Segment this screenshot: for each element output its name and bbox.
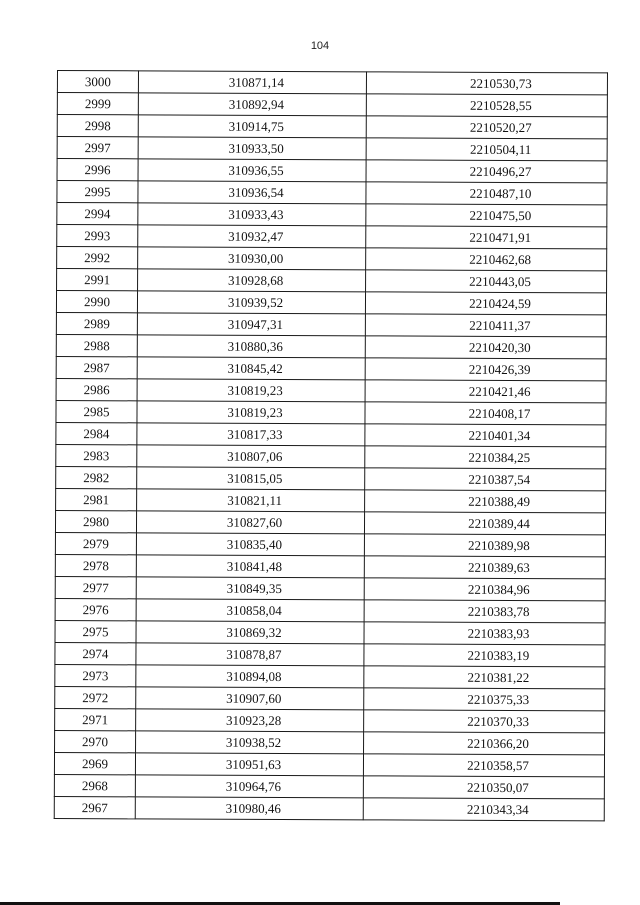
table-row bbox=[56, 291, 606, 315]
cell-text: 2976 bbox=[82, 602, 109, 618]
point-number-cell bbox=[55, 532, 136, 554]
cell-text: 310930,00 bbox=[228, 250, 284, 266]
point-number-cell bbox=[57, 247, 138, 269]
cell-text: 2210375,33 bbox=[467, 691, 530, 708]
cell-text: 2210496,27 bbox=[469, 163, 532, 180]
point-number-cell bbox=[56, 422, 137, 444]
cell-text: 2996 bbox=[84, 162, 111, 178]
point-number-cell bbox=[57, 115, 138, 137]
cell-text: 2998 bbox=[84, 118, 111, 134]
x-coordinate-cell bbox=[135, 775, 363, 798]
x-coordinate-cell bbox=[136, 577, 364, 600]
y-coordinate-cell bbox=[364, 556, 605, 579]
x-coordinate-cell bbox=[137, 291, 365, 314]
cell-text: 310928,68 bbox=[227, 272, 284, 288]
y-coordinate-cell bbox=[366, 204, 607, 227]
cell-text: 2975 bbox=[82, 624, 109, 640]
cell-text: 2967 bbox=[81, 800, 108, 816]
point-number-cell bbox=[56, 356, 137, 378]
cell-text: 2210528,55 bbox=[469, 97, 532, 114]
y-coordinate-cell bbox=[364, 688, 605, 711]
cell-text: 310815,05 bbox=[227, 470, 283, 486]
cell-text: 2210366,20 bbox=[467, 735, 529, 752]
cell-text: 2999 bbox=[84, 96, 111, 112]
cell-text: 2210343,34 bbox=[466, 801, 529, 818]
point-number-cell bbox=[57, 269, 138, 291]
point-number-cell bbox=[55, 510, 136, 532]
x-coordinate-cell bbox=[138, 71, 366, 94]
cell-text: 2994 bbox=[84, 206, 111, 222]
cell-text: 2210389,63 bbox=[467, 559, 530, 576]
y-coordinate-cell bbox=[363, 776, 604, 799]
point-number-cell bbox=[57, 137, 138, 159]
x-coordinate-cell bbox=[138, 159, 366, 182]
table-row bbox=[56, 444, 606, 468]
cell-text: 2978 bbox=[82, 558, 109, 574]
y-coordinate-cell bbox=[364, 512, 605, 535]
cell-text: 2992 bbox=[84, 250, 111, 266]
y-coordinate-cell bbox=[366, 182, 607, 205]
cell-text: 310835,40 bbox=[226, 536, 283, 552]
cell-text: 2210383,19 bbox=[467, 647, 530, 664]
cell-text: 2210388,49 bbox=[468, 493, 531, 510]
cell-text: 310878,87 bbox=[226, 646, 282, 662]
point-number-cell bbox=[57, 225, 138, 247]
cell-text: 310964,76 bbox=[225, 778, 282, 794]
cell-text: 2974 bbox=[82, 646, 109, 662]
cell-text: 2988 bbox=[83, 338, 110, 354]
point-number-cell bbox=[56, 444, 137, 466]
table-row bbox=[56, 422, 606, 446]
cell-text: 2210475,50 bbox=[469, 207, 532, 224]
cell-text: 2210389,98 bbox=[468, 537, 530, 554]
cell-text: 310932,47 bbox=[228, 228, 284, 244]
table-row bbox=[55, 708, 605, 732]
x-coordinate-cell bbox=[137, 423, 365, 446]
point-number-cell bbox=[57, 71, 138, 93]
point-number-cell bbox=[57, 181, 138, 203]
table-row bbox=[54, 752, 604, 776]
point-number-cell bbox=[54, 796, 135, 818]
cell-text: 2991 bbox=[84, 272, 111, 288]
cell-text: 2210420,30 bbox=[468, 339, 531, 356]
cell-text: 2972 bbox=[82, 690, 109, 706]
x-coordinate-cell bbox=[137, 489, 365, 512]
cell-text: 310939,52 bbox=[227, 294, 284, 310]
table-row bbox=[55, 598, 605, 622]
page-number: 104 bbox=[310, 40, 330, 52]
table-row bbox=[57, 159, 607, 183]
cell-text: 310817,33 bbox=[227, 426, 283, 442]
cell-text: 2210424,59 bbox=[469, 295, 531, 312]
x-coordinate-cell bbox=[138, 203, 366, 226]
y-coordinate-cell bbox=[364, 622, 605, 645]
point-number-cell bbox=[55, 686, 136, 708]
cell-text: 2210520,27 bbox=[469, 119, 532, 136]
cell-text: 310936,55 bbox=[228, 162, 284, 178]
point-number-cell bbox=[56, 312, 137, 334]
cell-text: 2983 bbox=[83, 448, 110, 464]
y-coordinate-cell bbox=[364, 666, 605, 689]
y-coordinate-cell bbox=[365, 358, 606, 381]
point-number-cell bbox=[55, 642, 136, 664]
x-coordinate-cell bbox=[137, 401, 365, 424]
cell-text: 2989 bbox=[83, 316, 110, 332]
cell-text: 2979 bbox=[82, 536, 109, 552]
y-coordinate-cell bbox=[365, 314, 606, 337]
cell-text: 2210401,34 bbox=[468, 427, 531, 444]
cell-text: 310807,06 bbox=[227, 448, 283, 464]
x-coordinate-cell bbox=[136, 665, 364, 688]
x-coordinate-cell bbox=[137, 379, 365, 402]
y-coordinate-cell bbox=[366, 248, 607, 271]
table-row bbox=[55, 730, 605, 754]
y-coordinate-cell bbox=[365, 424, 606, 447]
cell-text: 2210384,25 bbox=[468, 449, 531, 466]
table-row bbox=[55, 576, 605, 600]
point-number-cell bbox=[56, 378, 137, 400]
y-coordinate-cell bbox=[366, 72, 607, 95]
table-body bbox=[54, 71, 607, 821]
cell-text: 310819,23 bbox=[227, 382, 283, 398]
cell-text: 2977 bbox=[82, 580, 109, 596]
x-coordinate-cell bbox=[138, 225, 366, 248]
point-number-cell bbox=[56, 334, 137, 356]
x-coordinate-cell bbox=[138, 269, 366, 292]
x-coordinate-cell bbox=[136, 599, 364, 622]
x-coordinate-cell bbox=[138, 181, 366, 204]
x-coordinate-cell bbox=[136, 555, 364, 578]
cell-text: 2210370,33 bbox=[467, 713, 530, 730]
table-row bbox=[57, 203, 607, 227]
cell-text: 3000 bbox=[84, 74, 111, 90]
cell-text: 2210504,11 bbox=[469, 141, 532, 158]
cell-text: 2987 bbox=[83, 360, 110, 376]
cell-text: 310849,35 bbox=[226, 580, 282, 596]
point-number-cell bbox=[54, 752, 135, 774]
cell-text: 310933,50 bbox=[228, 140, 284, 156]
point-number-cell bbox=[55, 730, 136, 752]
y-coordinate-cell bbox=[363, 798, 604, 821]
cell-text: 2210384,96 bbox=[467, 581, 530, 598]
point-number-cell bbox=[57, 93, 138, 115]
cell-text: 310845,42 bbox=[227, 360, 283, 376]
cell-text: 2986 bbox=[83, 382, 110, 398]
y-coordinate-cell bbox=[363, 754, 604, 777]
y-coordinate-cell bbox=[365, 490, 606, 513]
cell-text: 2993 bbox=[84, 228, 111, 244]
table-row bbox=[56, 312, 606, 336]
cell-text: 2984 bbox=[83, 426, 110, 442]
cell-text: 2968 bbox=[81, 778, 108, 794]
x-coordinate-cell bbox=[137, 357, 365, 380]
point-number-cell bbox=[55, 598, 136, 620]
x-coordinate-cell bbox=[136, 643, 364, 666]
y-coordinate-cell bbox=[364, 578, 605, 601]
cell-text: 2210387,54 bbox=[468, 471, 531, 488]
table-row bbox=[55, 664, 605, 688]
point-number-cell bbox=[55, 664, 136, 686]
y-coordinate-cell bbox=[366, 116, 607, 139]
cell-text: 310841,48 bbox=[226, 558, 282, 574]
table-row bbox=[55, 554, 605, 578]
y-coordinate-cell bbox=[364, 600, 605, 623]
cell-text: 310936,54 bbox=[228, 184, 284, 200]
cell-text: 310871,14 bbox=[228, 74, 285, 90]
point-number-cell bbox=[55, 708, 136, 730]
table-row bbox=[57, 93, 607, 117]
x-coordinate-cell bbox=[137, 335, 365, 358]
table-row bbox=[57, 225, 607, 249]
table-row bbox=[55, 532, 605, 556]
table-row bbox=[56, 400, 606, 424]
y-coordinate-cell bbox=[365, 446, 606, 469]
cell-text: 2971 bbox=[82, 712, 109, 728]
table-row bbox=[56, 356, 606, 380]
y-coordinate-cell bbox=[365, 380, 606, 403]
point-number-cell bbox=[55, 554, 136, 576]
cell-text: 310914,75 bbox=[228, 118, 284, 134]
table-row bbox=[57, 247, 607, 271]
cell-text: 310980,46 bbox=[225, 800, 281, 816]
cell-text: 2970 bbox=[82, 734, 109, 750]
y-coordinate-cell bbox=[366, 138, 607, 161]
point-number-cell bbox=[56, 400, 137, 422]
y-coordinate-cell bbox=[364, 710, 605, 733]
x-coordinate-cell bbox=[136, 533, 364, 556]
table-row bbox=[57, 71, 607, 95]
y-coordinate-cell bbox=[364, 534, 605, 557]
x-coordinate-cell bbox=[138, 137, 366, 160]
table-row bbox=[55, 620, 605, 644]
y-coordinate-cell bbox=[365, 402, 606, 425]
table-row bbox=[56, 378, 606, 402]
x-coordinate-cell bbox=[135, 797, 363, 820]
cell-text: 2210462,68 bbox=[469, 251, 532, 268]
cell-text: 310827,60 bbox=[226, 514, 283, 530]
point-number-cell bbox=[56, 488, 137, 510]
x-coordinate-cell bbox=[137, 467, 365, 490]
cell-text: 2985 bbox=[83, 404, 110, 420]
table-row bbox=[56, 334, 606, 358]
y-coordinate-cell bbox=[366, 270, 607, 293]
x-coordinate-cell bbox=[136, 709, 364, 732]
x-coordinate-cell bbox=[137, 313, 365, 336]
cell-text: 310947,31 bbox=[227, 316, 284, 332]
x-coordinate-cell bbox=[135, 753, 363, 776]
cell-text: 2982 bbox=[83, 470, 110, 486]
point-number-cell bbox=[56, 466, 137, 488]
cell-text: 310933,43 bbox=[228, 206, 284, 222]
cell-text: 310892,94 bbox=[228, 96, 285, 112]
table-row bbox=[55, 686, 605, 710]
cell-text: 2973 bbox=[82, 668, 109, 684]
cell-text: 2980 bbox=[82, 514, 110, 530]
point-number-cell bbox=[55, 620, 136, 642]
x-coordinate-cell bbox=[136, 731, 364, 754]
x-coordinate-cell bbox=[138, 247, 366, 270]
cell-text: 310821,11 bbox=[227, 492, 283, 508]
cell-text: 2981 bbox=[83, 492, 110, 508]
cell-text: 2210471,91 bbox=[469, 229, 532, 246]
cell-text: 2210383,78 bbox=[467, 603, 530, 620]
cell-text: 2210426,39 bbox=[468, 361, 531, 378]
x-coordinate-cell bbox=[136, 621, 364, 644]
table-row bbox=[57, 269, 607, 293]
y-coordinate-cell bbox=[365, 292, 606, 315]
table-row bbox=[56, 466, 606, 490]
cell-text: 2210381,22 bbox=[467, 669, 530, 686]
cell-text: 2210411,37 bbox=[469, 317, 531, 334]
cell-text: 2210358,57 bbox=[467, 757, 529, 774]
cell-text: 2210487,10 bbox=[469, 185, 532, 202]
y-coordinate-cell bbox=[364, 644, 605, 667]
cell-text: 2995 bbox=[84, 184, 111, 200]
cell-text: 310894,08 bbox=[226, 668, 282, 684]
table-row bbox=[54, 796, 604, 820]
cell-text: 2210530,73 bbox=[470, 75, 532, 92]
table-row bbox=[55, 510, 605, 534]
table-row bbox=[56, 488, 606, 512]
cell-text: 2210408,17 bbox=[468, 405, 531, 422]
cell-text: 310938,52 bbox=[225, 734, 282, 750]
cell-text: 2969 bbox=[81, 756, 109, 772]
cell-text: 310951,63 bbox=[225, 756, 282, 772]
x-coordinate-cell bbox=[136, 511, 364, 534]
table-row bbox=[57, 181, 607, 205]
cell-text: 2210383,93 bbox=[467, 625, 530, 642]
cell-text: 310819,23 bbox=[227, 404, 283, 420]
x-coordinate-cell bbox=[138, 93, 366, 116]
y-coordinate-cell bbox=[365, 468, 606, 491]
cell-text: 2997 bbox=[84, 140, 111, 156]
point-number-cell bbox=[55, 576, 136, 598]
cell-text: 2990 bbox=[83, 294, 111, 310]
cell-text: 2210421,46 bbox=[468, 383, 531, 400]
y-coordinate-cell bbox=[365, 336, 606, 359]
table-row bbox=[57, 137, 607, 161]
y-coordinate-cell bbox=[366, 226, 607, 249]
cell-text: 2210389,44 bbox=[468, 515, 530, 532]
x-coordinate-cell bbox=[137, 445, 365, 468]
coordinates-table bbox=[54, 70, 608, 821]
y-coordinate-cell bbox=[364, 732, 605, 755]
cell-text: 2210443,05 bbox=[469, 273, 531, 290]
point-number-cell bbox=[57, 203, 138, 225]
x-coordinate-cell bbox=[138, 115, 366, 138]
table-row bbox=[55, 642, 605, 666]
x-coordinate-cell bbox=[136, 687, 364, 710]
y-coordinate-cell bbox=[366, 160, 607, 183]
table-row bbox=[57, 115, 607, 139]
cell-text: 310858,04 bbox=[226, 602, 282, 618]
cell-text: 310907,60 bbox=[226, 690, 282, 706]
cell-text: 310869,32 bbox=[226, 624, 282, 640]
cell-text: 2210350,07 bbox=[466, 779, 529, 796]
cell-text: 310880,36 bbox=[227, 338, 283, 354]
point-number-cell bbox=[57, 159, 138, 181]
point-number-cell bbox=[56, 291, 137, 313]
point-number-cell bbox=[54, 774, 135, 796]
table-row bbox=[54, 774, 604, 798]
y-coordinate-cell bbox=[366, 94, 607, 117]
cell-text: 310923,28 bbox=[226, 712, 282, 728]
